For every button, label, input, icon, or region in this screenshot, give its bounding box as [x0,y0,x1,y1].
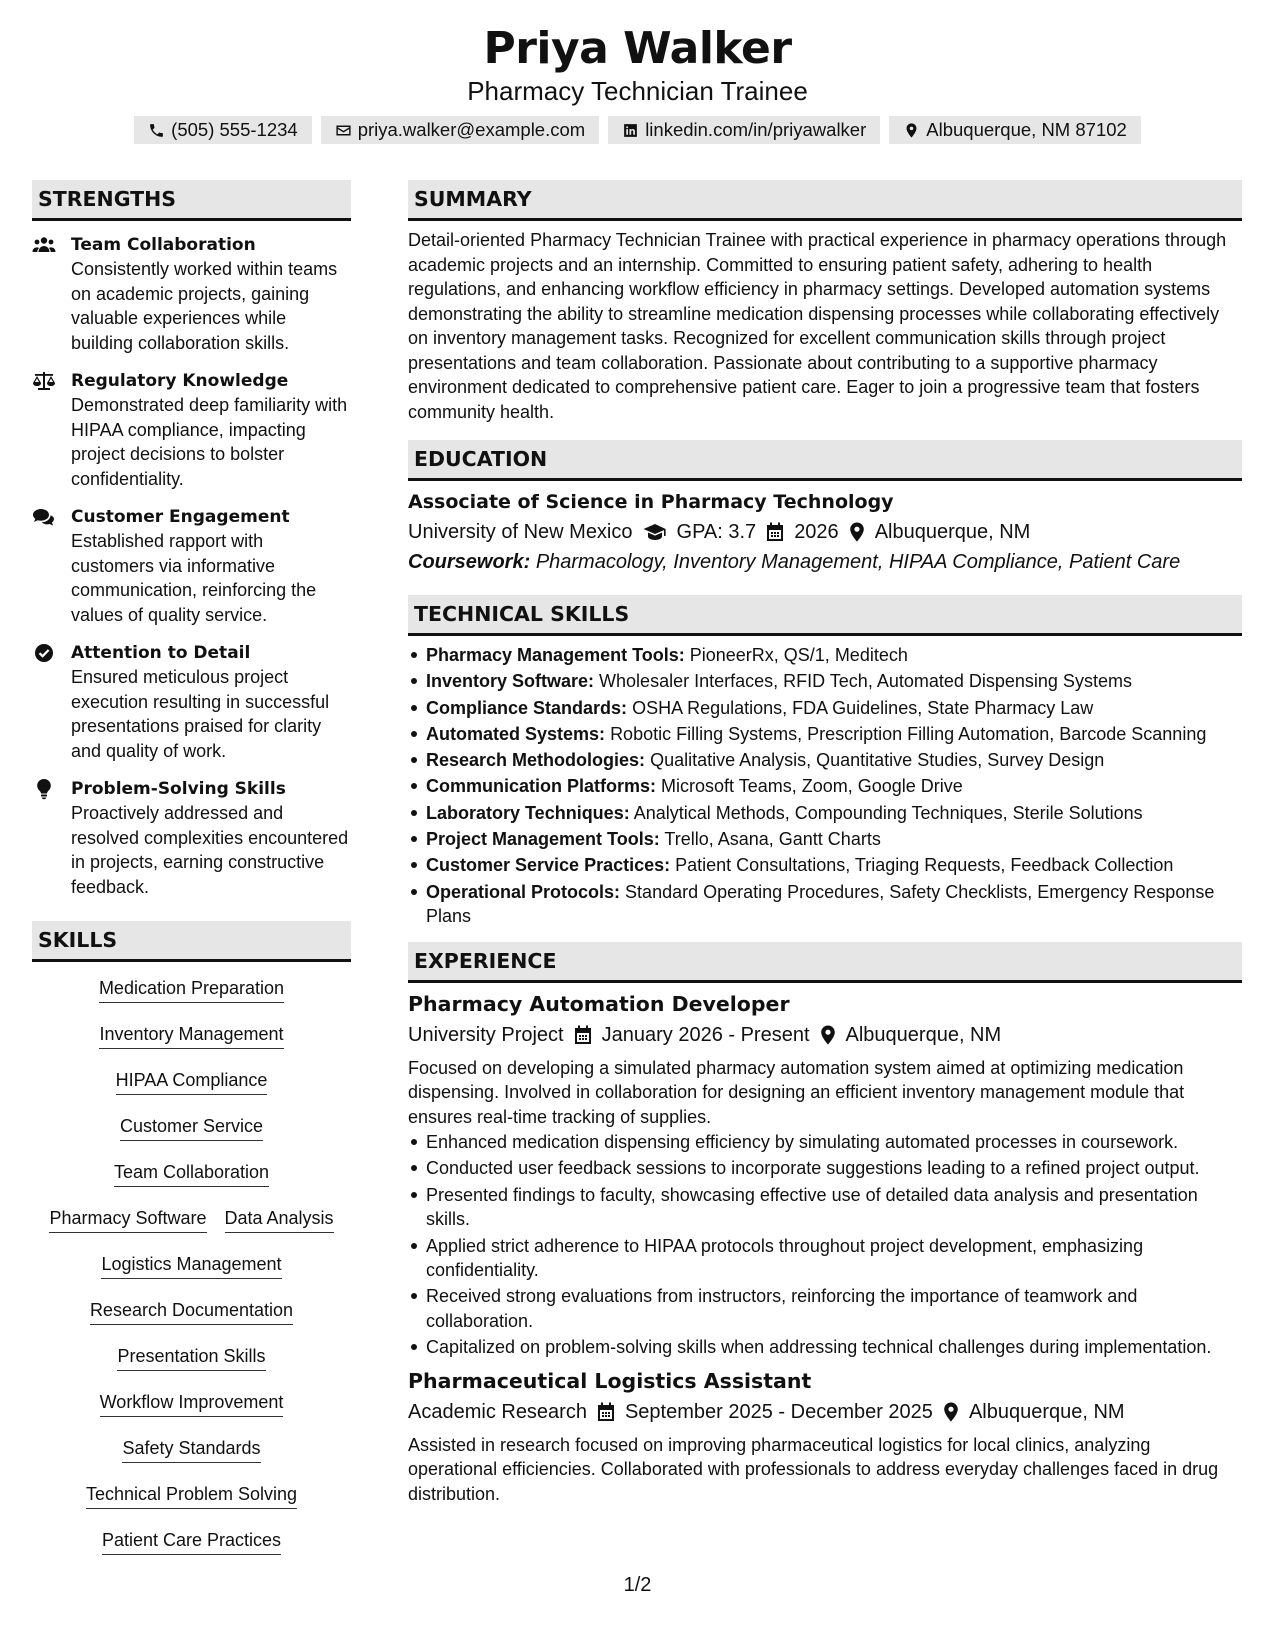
skills-section [32,921,351,1574]
job-location: Albuquerque, NM [968,1400,1125,1423]
skill-tag: HIPAA Compliance [116,1068,268,1095]
skills-list [32,976,351,1574]
strength-title: Team Collaboration [71,235,256,255]
strength-item [32,369,351,491]
experience-heading: EXPERIENCE [408,942,1242,983]
graduation-cap-icon [643,523,667,541]
technical-skills-heading: TECHNICAL SKILLS [408,595,1242,636]
job-location: Albuquerque, NM [845,1023,1002,1046]
job-org: University Project [408,1023,564,1046]
skill-tag: Patient Care Practices [102,1528,281,1555]
skill-tag: Team Collaboration [114,1160,269,1187]
edu-gpa: GPA: 3.7 [676,521,757,543]
edu-location: Albuquerque, NM [874,521,1031,543]
edu-school: University of New Mexico [408,521,633,543]
strengths-list [32,233,351,899]
contact-location [889,116,1141,144]
list-item: Research Methodologies: Qualitative Analysis, Quantitative Studies, Survey Design [408,748,1242,773]
skills-heading: SKILLS [32,921,351,962]
job-meta [408,1397,1242,1427]
job-title: Pharmacy Automation Developer [408,991,790,1016]
contact-email[interactable] [321,116,600,144]
strength-desc: Demonstrated deep familiarity with HIPAA compliance, impacting project decisions to bolster confidentiality. [71,395,348,489]
page-number: 1/2 [623,1574,652,1596]
list-item: Conducted user feedback sessions to incorporate suggestions leading to a refined project output. [408,1156,1242,1181]
right-column [408,180,1242,1506]
calendar-icon [574,1025,592,1045]
job-title: Pharmaceutical Logistics Assistant [408,1368,812,1393]
check-circle-icon [32,643,56,663]
list-item: Communication Platforms: Microsoft Teams, Zoom, Google Drive [408,774,1242,799]
coursework-list: Pharmacology, Inventory Management, HIPAA Compliance, Patient Care [535,551,1181,573]
contact-linkedin[interactable] [608,116,880,144]
contact-bar [0,116,1275,144]
job-description: Focused on developing a simulated pharmacy automation system aimed at optimizing medication dispensing. Involved in collaboration for designing an efficient inventory management module that ensures real-time tracking of supplies. [408,1057,1185,1127]
strength-item [32,505,351,627]
skill-tag: Workflow Improvement [100,1390,284,1417]
list-item: Compliance Standards: OSHA Regulations, FDA Guidelines, State Pharmacy Law [408,696,1242,721]
strength-item [32,641,351,763]
strength-desc: Ensured meticulous project execution resulting in successful presentations praised for clarity and quality of work. [71,667,330,761]
comments-icon [32,507,56,527]
envelope-icon [335,122,352,139]
users-icon [32,235,56,255]
lightbulb-icon [32,779,56,799]
skill-tag: Safety Standards [122,1436,260,1463]
strength-desc: Consistently worked within teams on academic projects, gaining valuable experiences while building collaboration skills. [71,259,338,353]
calendar-icon [766,522,784,542]
map-pin-icon [820,1025,836,1045]
strength-title: Regulatory Knowledge [71,371,289,391]
skill-tag: Data Analysis [225,1206,334,1233]
linkedin-icon [622,122,639,139]
list-item: Project Management Tools: Trello, Asana, Gantt Charts [408,827,1242,852]
list-item: Applied strict adherence to HIPAA protocols throughout project development, emphasizing confidentiality. [408,1234,1242,1283]
job-dates: January 2026 - Present [601,1023,810,1046]
list-item: Operational Protocols: Standard Operating Procedures, Safety Checklists, Emergency Response Plans [408,880,1242,929]
summary-heading: SUMMARY [408,180,1242,221]
map-pin-icon [903,122,920,139]
strength-item [32,777,351,899]
contact-linkedin-text: linkedin.com/in/priyawalker [645,119,867,140]
map-pin-icon [849,522,865,542]
skill-tag: Pharmacy Software [49,1206,206,1233]
technical-skills-list [408,643,1242,929]
strengths-heading: STRENGTHS [32,180,351,221]
skill-tag: Research Documentation [90,1298,293,1325]
edu-meta [408,517,1242,547]
skill-tag: Presentation Skills [117,1344,265,1371]
edu-degree: Associate of Science in Pharmacy Technology [408,491,894,513]
list-item: Laboratory Techniques: Analytical Methods, Compounding Techniques, Sterile Solutions [408,801,1242,826]
strength-title: Attention to Detail [71,643,251,663]
coursework-label: Coursework: [408,551,531,573]
list-item: Automated Systems: Robotic Filling Systems, Prescription Filling Automation, Barcode Scanning [408,722,1242,747]
strength-desc: Established rapport with customers via informative communication, reinforcing the values of quality service. [71,531,317,625]
contact-phone-text: (505) 555-1234 [171,119,298,140]
map-pin-icon [943,1402,959,1422]
job-dates: September 2025 - December 2025 [624,1400,933,1423]
list-item: Presented findings to faculty, showcasing effective use of detailed data analysis and presentation skills. [408,1183,1242,1232]
strength-desc: Proactively addressed and resolved complexities encountered in projects, earning constructive feedback. [71,803,349,897]
strength-title: Customer Engagement [71,507,290,527]
skill-tag: Technical Problem Solving [86,1482,297,1509]
skill-tag: Logistics Management [101,1252,281,1279]
job-entry [408,990,1242,1360]
skill-tag: Inventory Management [99,1022,283,1049]
contact-phone[interactable] [134,116,312,144]
candidate-name: Priya Walker [483,23,792,74]
skill-tag: Customer Service [120,1114,263,1141]
resume-header [0,22,1275,144]
phone-icon [148,122,165,139]
calendar-icon [597,1402,615,1422]
summary-text: Detail-oriented Pharmacy Technician Trainee with practical experience in pharmacy operations through academic projects and an internship. Committed to ensuring patient safety, adhering to health regulations, and enhancing workflow efficiency in pharmacy settings. Developed automation systems demonstrating the ability to streamline medication dispensing processes while collaborating effectively on inventory management tasks. Recognized for excellent communication skills through project presentations and team collaboration. Passionate about contributing to a supportive pharmacy environment dedicated to comprehensive patient care. Eager to join a progressive team that fosters community health. [408,230,1227,422]
list-item: Customer Service Practices: Patient Consultations, Triaging Requests, Feedback Collection [408,853,1242,878]
skill-tag: Medication Preparation [99,976,284,1003]
education-heading: EDUCATION [408,440,1242,481]
list-item: Capitalized on problem-solving skills when addressing technical challenges during implementation. [408,1335,1242,1360]
list-item: Pharmacy Management Tools: PioneerRx, QS/1, Meditech [408,643,1242,668]
scale-icon [32,371,56,391]
strength-title: Problem-Solving Skills [71,779,286,799]
left-column [32,180,351,1574]
job-org: Academic Research [408,1400,587,1423]
edu-year: 2026 [794,521,839,543]
candidate-title: Pharmacy Technician Trainee [467,76,808,106]
job-description: Assisted in research focused on improving pharmaceutical logistics for local clinics, analyzing operational efficiencies. Collaborated with professionals to address everyday challenges faced in drug distribution. [408,1434,1219,1504]
job-bullets [408,1130,1242,1359]
job-meta [408,1020,1242,1050]
strength-item [32,233,351,355]
edu-coursework [408,547,1242,577]
contact-location-text: Albuquerque, NM 87102 [926,119,1127,140]
job-entry [408,1367,1242,1507]
contact-email-text: priya.walker@example.com [357,119,586,140]
list-item: Enhanced medication dispensing efficiency by simulating automated processes in coursework. [408,1130,1242,1155]
list-item: Inventory Software: Wholesaler Interfaces, RFID Tech, Automated Dispensing Systems [408,669,1242,694]
list-item: Received strong evaluations from instructors, reinforcing the importance of teamwork and collaboration. [408,1284,1242,1333]
